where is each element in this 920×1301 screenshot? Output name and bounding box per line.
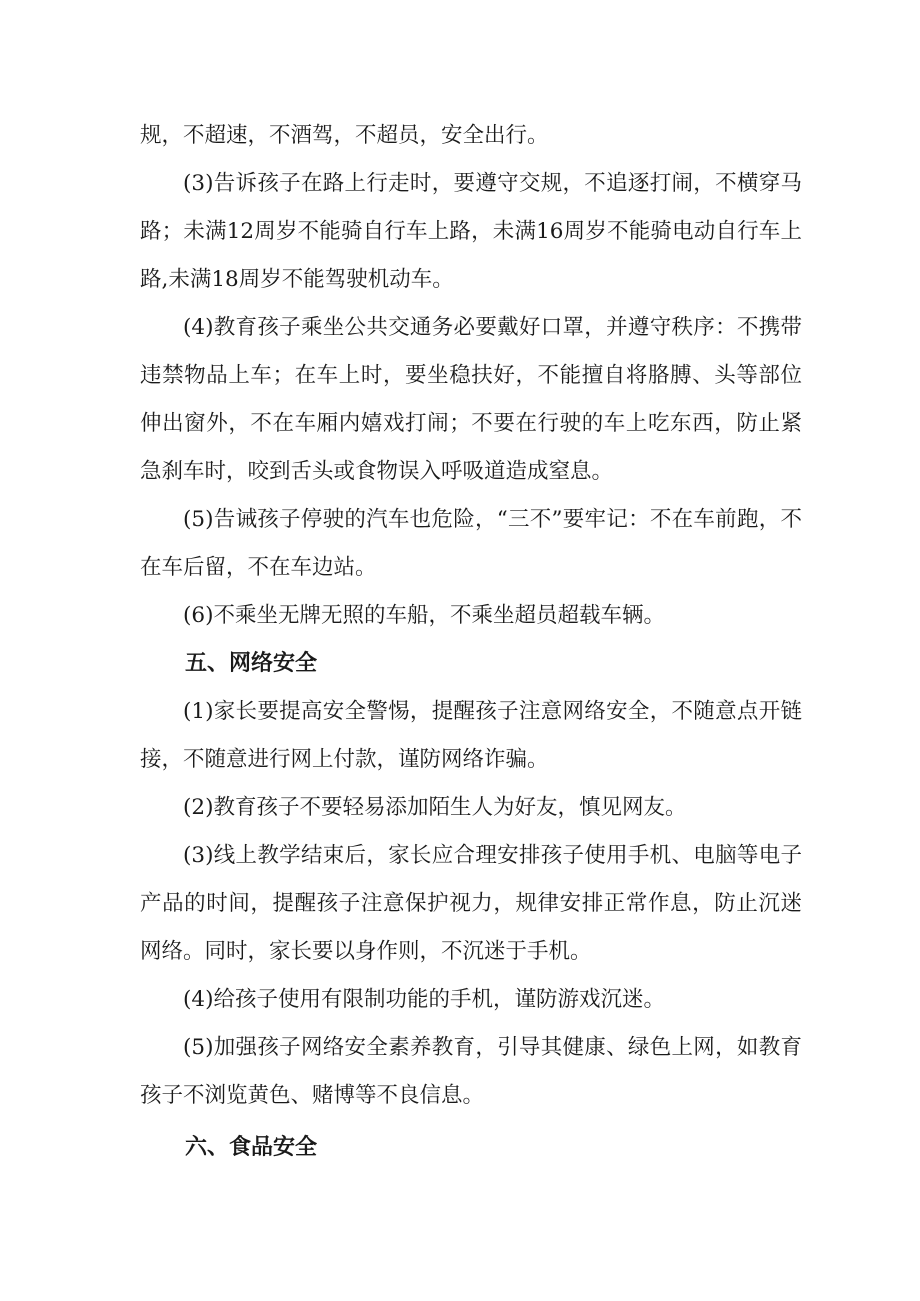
- list-item-traffic-5: (5)告诫孩子停驶的汽车也危险，“三不”要牢记：不在车前跑，不在车后留，不在车边站。: [140, 507, 802, 580]
- list-item-network-2: (2)教育孩子不要轻易添加陌生人为好友，慎见网友。: [183, 795, 687, 820]
- list-item-network-4: (4)给孩子使用有限制功能的手机，谨防游戏沉迷。: [183, 987, 665, 1012]
- section-heading-food-safety: 六、食品安全: [185, 1135, 318, 1160]
- list-item-traffic-3: (3)告诉孩子在路上行走时，要遵守交规，不追逐打闹，不横穿马路；未满12周岁不能骑自行车上路，未满16周岁不能骑电动自行车上路,未满18周岁不能驾驶机动车。: [140, 171, 802, 292]
- section-heading-network-safety: 五、网络安全: [185, 651, 318, 676]
- list-item-traffic-4: (4)教育孩子乘坐公共交通务必要戴好口罩，并遵守秩序：不携带违禁物品上车；在车上时，要坐稳扶好，不能擅自将胳膊、头等部位伸出窗外，不在车厢内嬉戏打闹；不要在行驶的车上吃东西，防止紧急刹车时，咬到舌头或食物误入呼吸道造成窒息。: [140, 315, 802, 484]
- list-item-network-1: (1)家长要提高安全警惕，提醒孩子注意网络安全，不随意点开链接，不随意进行网上付款，谨防网络诈骗。: [140, 699, 802, 772]
- list-item-network-3: (3)线上教学结束后，家长应合理安排孩子使用手机、电脑等电子产品的时间，提醒孩子注意保护视力，规律安排正常作息，防止沉迷网络。同时，家长要以身作则，不沉迷于手机。: [140, 843, 802, 964]
- list-item-traffic-6: (6)不乘坐无牌无照的车船，不乘坐超员超载车辆。: [183, 603, 665, 628]
- paragraph-continuation: 规，不超速，不酒驾，不超员，安全出行。: [140, 123, 549, 148]
- list-item-network-5: (5)加强孩子网络安全素养教育，引导其健康、绿色上网，如教育孩子不浏览黄色、赌博等不良信息。: [140, 1035, 802, 1108]
- document-page: [140, 112, 802, 1172]
